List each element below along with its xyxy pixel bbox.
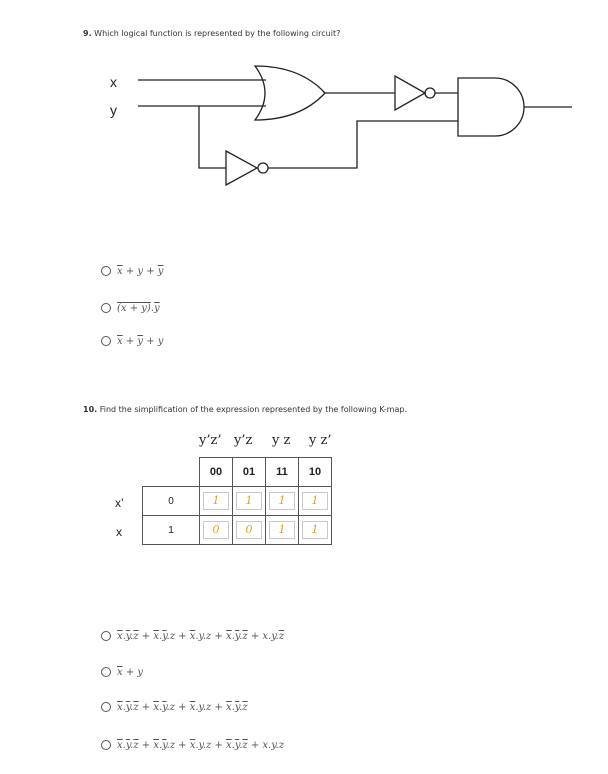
q10-option-1-term: $\overline{x}$ [153, 630, 160, 642]
q10-option-4-term: .z + [166, 739, 190, 751]
q10-option-4-term: $\overline{x}$ [226, 739, 232, 751]
kmap-cell [200, 516, 233, 545]
q10-option-1-term: .y.z + [195, 630, 227, 642]
q9-option-3-expression [117, 336, 163, 347]
q10-option-1-term: $\overline{z}$ [242, 630, 248, 642]
q10-option-4-term: $\overline{x}$ [117, 739, 123, 751]
q10-option-2-expression [117, 667, 143, 678]
q10-option-3-term: $\overline{x}$ [153, 701, 160, 713]
kmap-corner [143, 458, 200, 487]
q10-option-3-term: .z + [166, 701, 190, 713]
q10-option-4-term: $\overline{x}$ [189, 739, 196, 751]
kmap-table [142, 457, 332, 545]
q10-option-4-term: . [231, 739, 235, 751]
kmap-col-header-4: y z’ [309, 433, 332, 448]
q10-option-4-term: + [138, 739, 154, 751]
q10-option-1-term: + x.y. [247, 630, 279, 642]
not-gate-top [395, 76, 425, 110]
q10-option-1-term: . [130, 630, 134, 642]
q9-option-1-expression [117, 266, 163, 277]
q10-option-4-term: . [122, 739, 126, 751]
kmap-cell-value: 1 [302, 492, 328, 510]
q9-option-1-term: + y + [122, 265, 158, 277]
q9-option-1-radio[interactable] [101, 266, 111, 276]
q10-option-3-term: . [231, 701, 235, 713]
kmap-cell-value: 1 [302, 521, 328, 539]
q10-option-4-radio[interactable] [101, 740, 111, 750]
q10-option-3-term: . [239, 701, 243, 713]
kmap-col-header-1: y’z’ [199, 433, 222, 448]
q10-option-1-term: .z + [166, 630, 190, 642]
q10-option-3-term: . [130, 701, 134, 713]
q10-option-3-term: $\overline{y}$ [234, 701, 240, 713]
q10-option-4-term: .y.z + [195, 739, 227, 751]
wire-not-bottom-out [268, 121, 458, 168]
kmap-row-code-2: 1 [143, 516, 200, 545]
kmap-cell [233, 487, 266, 516]
q10-option-3-term: $\overline{z}$ [133, 701, 139, 713]
q10-option-4-term: $\overline{z}$ [133, 739, 139, 751]
q9-option-3-term: + [122, 335, 138, 347]
kmap-cell-value: 0 [236, 521, 262, 539]
kmap-row-label-2: x [116, 525, 122, 539]
q9-option-2[interactable] [101, 301, 160, 315]
kmap-cell [299, 516, 332, 545]
or-gate [255, 66, 325, 120]
q9-option-3[interactable] [101, 334, 163, 348]
question-10-text: Find the simplification of the expression represented by the following K-map. [99, 405, 407, 414]
question-10-prompt [83, 405, 407, 414]
q10-option-1-term: . [231, 630, 235, 642]
q10-option-1[interactable] [101, 629, 284, 643]
q10-option-4-term: . [239, 739, 243, 751]
q9-option-1-term: $\overline{y}$ [157, 265, 164, 277]
kmap-cell-value: 1 [203, 492, 229, 510]
q9-option-2-term: . [150, 302, 155, 314]
input-y-label: y [110, 102, 117, 118]
kmap-cell [299, 487, 332, 516]
q10-option-3-term: . [122, 701, 126, 713]
q10-option-1-term: . [159, 630, 163, 642]
not-gate-bottom-bubble [258, 163, 268, 173]
q9-option-3-radio[interactable] [101, 336, 111, 346]
kmap-cell-value: 0 [203, 521, 229, 539]
question-9-number: 9. [83, 29, 92, 38]
q10-option-1-term: $\overline{z}$ [133, 630, 139, 642]
kmap-cell-value: 1 [269, 492, 295, 510]
q10-option-3-term: $\overline{y}$ [162, 701, 167, 713]
q10-option-3[interactable] [101, 700, 248, 714]
q9-option-2-radio[interactable] [101, 303, 111, 313]
q10-option-1-radio[interactable] [101, 631, 111, 641]
kmap-cell-value: 1 [269, 521, 295, 539]
q10-option-1-term: $\overline{z}$ [278, 630, 285, 642]
kmap-col-header-3: y z [272, 433, 291, 448]
kmap-col-code-4: 10 [299, 458, 332, 487]
kmap-col-code-2: 01 [233, 458, 266, 487]
kmap-cell [233, 516, 266, 545]
q10-option-2-radio[interactable] [101, 667, 111, 677]
q10-option-4-term: . [159, 739, 163, 751]
q10-option-4-term: $\overline{y}$ [162, 739, 167, 751]
q10-option-1-term: $\overline{x}$ [117, 630, 123, 642]
q9-option-2-expression [117, 303, 160, 314]
q10-option-2-term: $\overline{x}$ [117, 666, 123, 678]
q10-option-4-term: $\overline{x}$ [153, 739, 160, 751]
q10-option-3-expression [117, 702, 248, 713]
input-x-label: x [110, 74, 117, 90]
q9-option-2-term: (x + y) [117, 302, 151, 314]
q10-option-4-term: . [130, 739, 134, 751]
q10-option-4-term: + x.y.z [247, 739, 284, 751]
q10-option-1-term: + [138, 630, 154, 642]
kmap-cell [200, 487, 233, 516]
q10-option-4-term: $\overline{z}$ [242, 739, 248, 751]
q10-option-2-term: + y [122, 666, 144, 678]
q10-option-3-term: + [138, 701, 154, 713]
question-10-number: 10. [83, 405, 98, 414]
not-gate-top-bubble [425, 88, 435, 98]
q10-option-3-term: $\overline{x}$ [117, 701, 123, 713]
q9-option-1-term: $\overline{x}$ [117, 265, 123, 277]
question-9-text: Which logical function is represented by the following circuit? [94, 29, 341, 38]
q10-option-3-term: $\overline{y}$ [125, 701, 131, 713]
and-gate [458, 78, 524, 136]
q10-option-3-term: $\overline{x}$ [226, 701, 232, 713]
q10-option-1-term: $\overline{y}$ [125, 630, 131, 642]
kmap-row-label-1: x’ [115, 496, 124, 510]
kmap-col-code-1: 00 [200, 458, 233, 487]
q10-option-1-term: . [239, 630, 243, 642]
q9-option-3-term: $\overline{y}$ [137, 335, 144, 347]
q9-option-1[interactable] [101, 264, 163, 278]
kmap-row-code-1: 0 [143, 487, 200, 516]
kmap-cell-value: 1 [236, 492, 262, 510]
q10-option-2[interactable] [101, 665, 143, 679]
q10-option-3-radio[interactable] [101, 702, 111, 712]
kmap-cell [266, 516, 299, 545]
q9-option-2-term: $\overline{y}$ [154, 302, 160, 314]
q10-option-4-term: $\overline{y}$ [125, 739, 131, 751]
q10-option-1-term: $\overline{y}$ [234, 630, 240, 642]
q10-option-4[interactable] [101, 738, 284, 752]
q10-option-1-term: . [122, 630, 126, 642]
logic-circuit-diagram [0, 0, 608, 200]
kmap-cell [266, 487, 299, 516]
not-gate-bottom [226, 151, 257, 185]
q10-option-1-term: $\overline{x}$ [189, 630, 196, 642]
kmap-col-header-2: y’z [234, 433, 253, 448]
q9-option-3-term: $\overline{x}$ [117, 335, 123, 347]
q10-option-3-term: . [159, 701, 163, 713]
q10-option-3-term: $\overline{z}$ [242, 701, 248, 713]
q10-option-4-term: $\overline{y}$ [234, 739, 240, 751]
q9-option-3-term: + y [143, 335, 164, 347]
kmap-col-code-3: 11 [266, 458, 299, 487]
q10-option-3-term: $\overline{x}$ [189, 701, 196, 713]
q10-option-4-expression [117, 740, 284, 751]
q10-option-1-term: $\overline{y}$ [162, 630, 167, 642]
q10-option-1-expression [117, 631, 284, 642]
wire-y-branch [199, 106, 226, 168]
q10-option-1-term: $\overline{x}$ [226, 630, 232, 642]
q10-option-3-term: .y.z + [195, 701, 227, 713]
